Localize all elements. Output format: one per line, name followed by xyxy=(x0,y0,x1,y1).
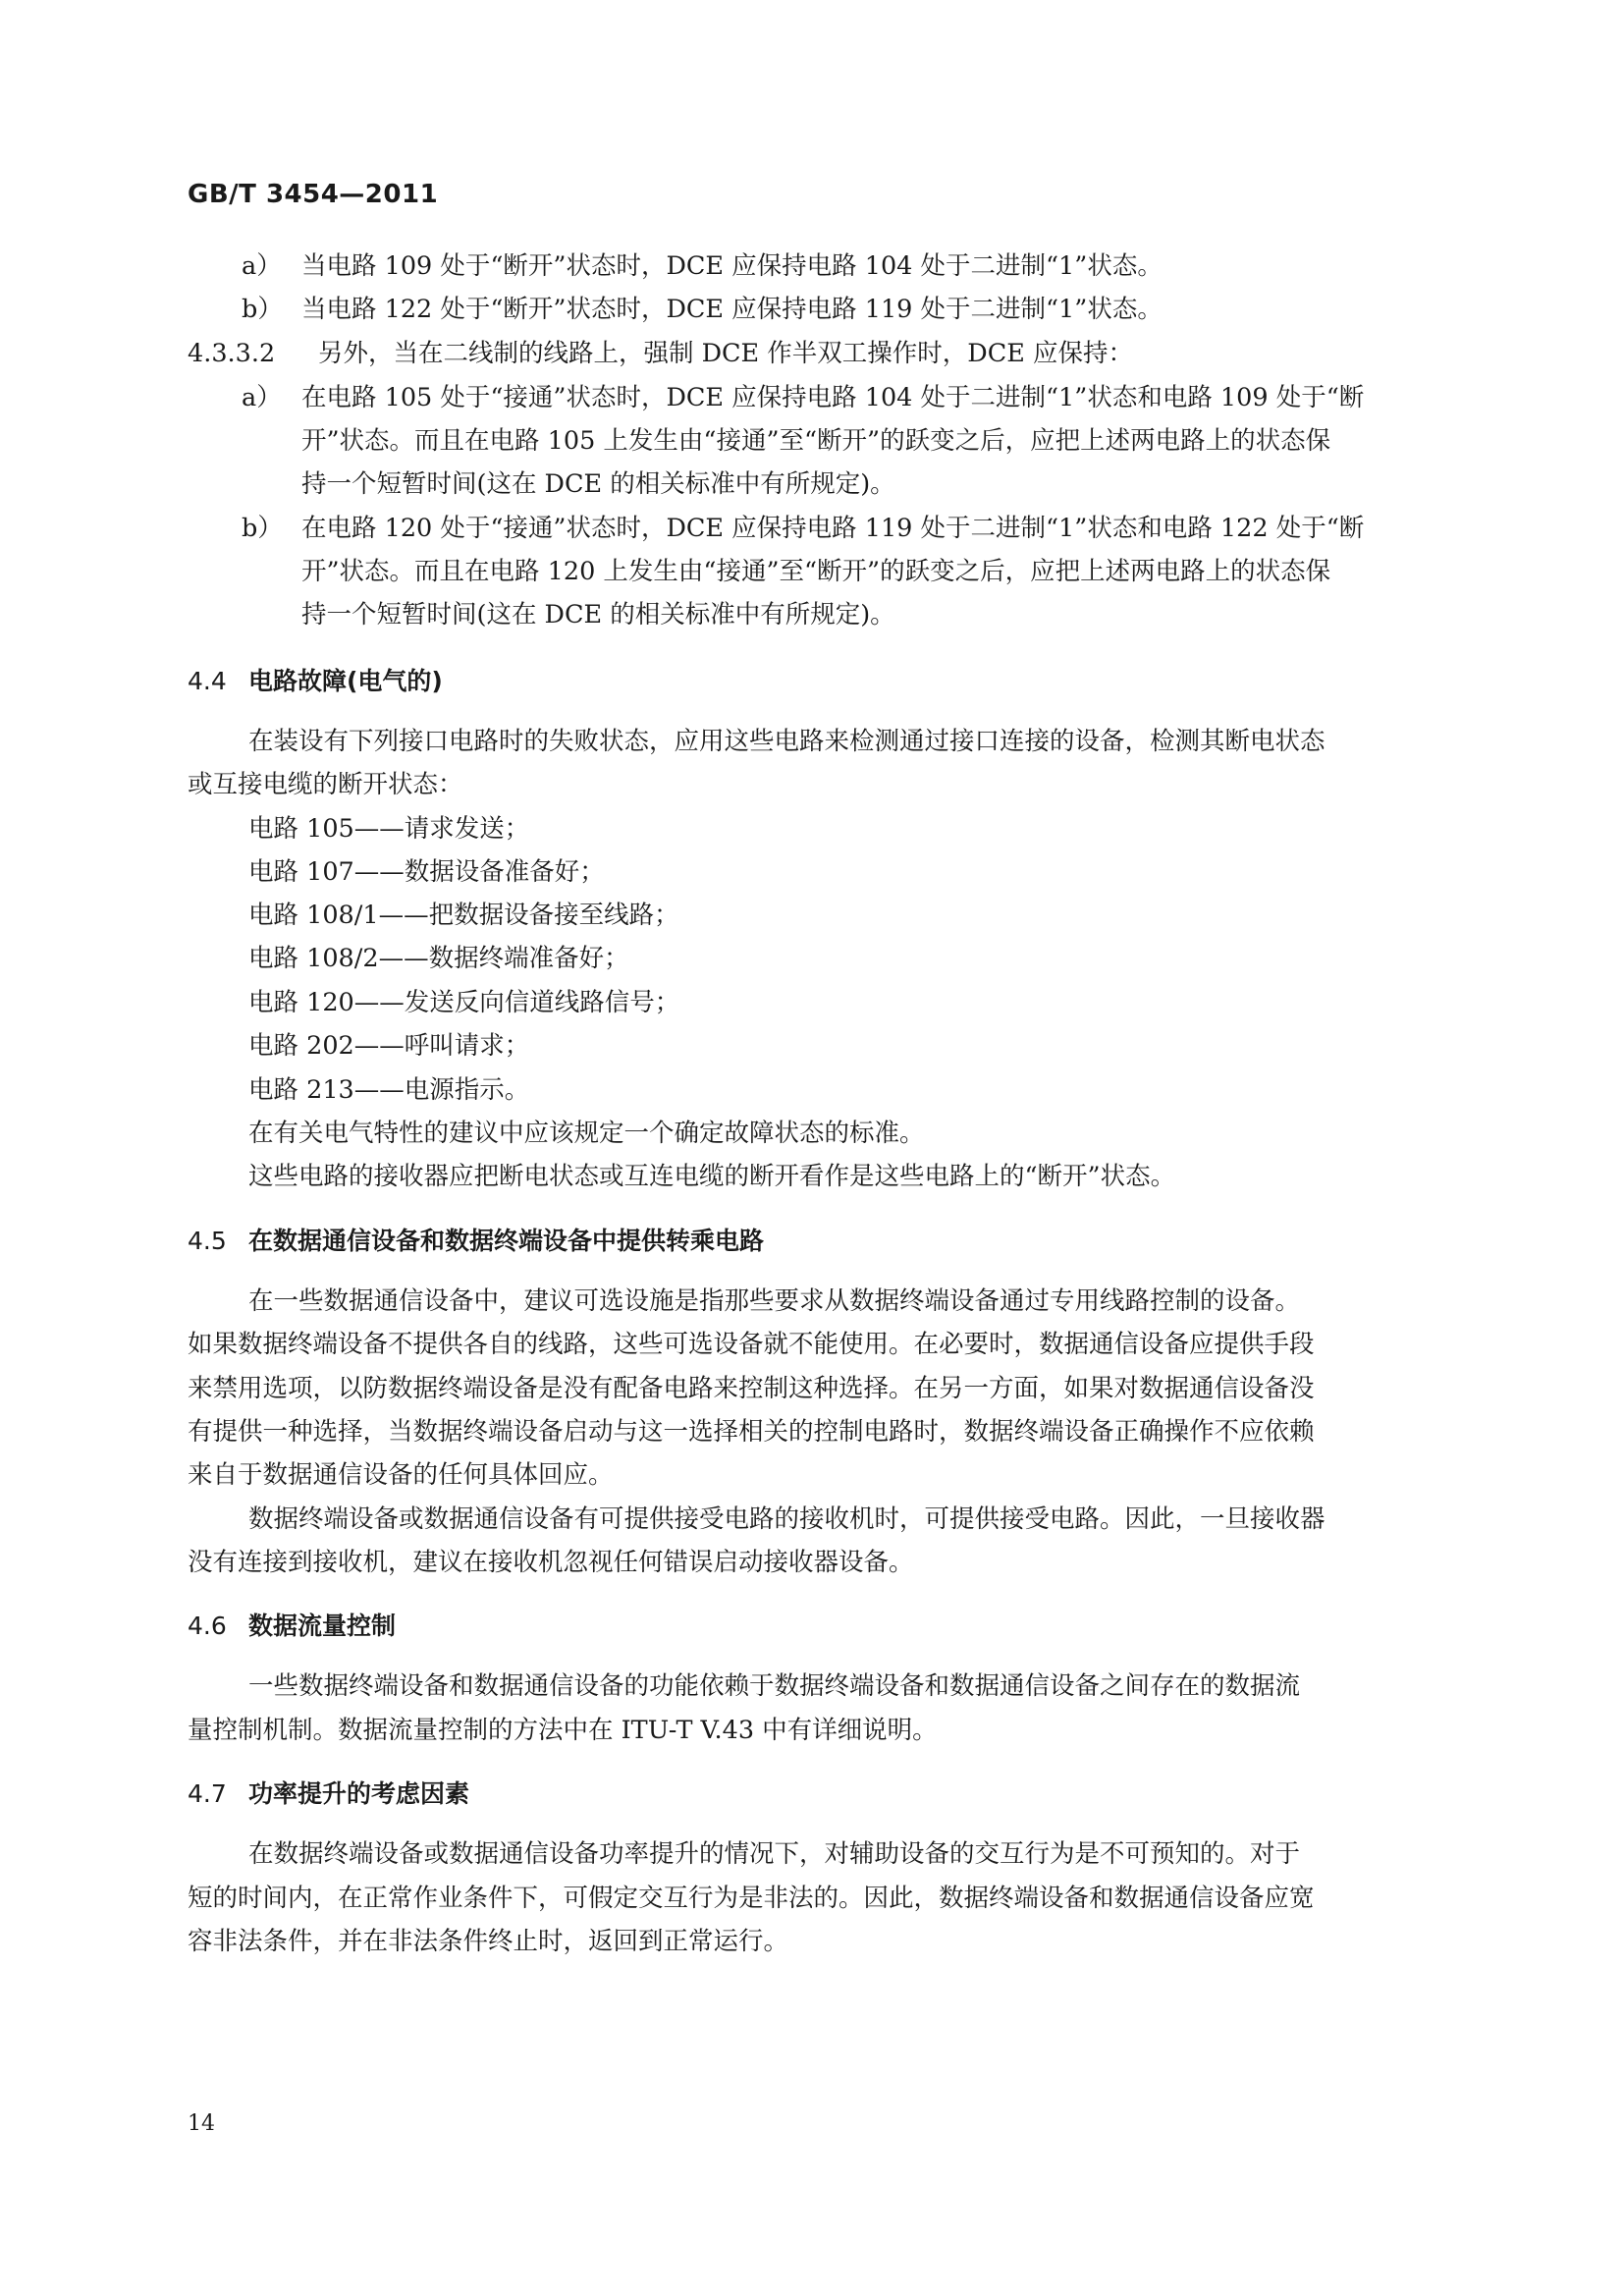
paragraph-line: 没有连接到接收机，建议在接收机忽视任何错误启动接收器设备。 xyxy=(188,1548,914,1577)
paragraph-line: 短的时间内，在正常作业条件下，可假定交互行为是非法的。因此，数据终端设备和数据通信设备应宽 xyxy=(188,1884,1315,1913)
section-heading xyxy=(188,1224,764,1259)
list-item-text: 在电路 105 处于“接通”状态时，DCE 应保持电路 104 处于二进制“1”状态和电路 109 处于“断 xyxy=(301,383,1365,412)
list-marker: b） xyxy=(242,295,283,324)
paragraph-line: 数据终端设备或数据通信设备有可提供接受电路的接收机时，可提供接受电路。因此，一旦接收器 xyxy=(248,1504,1325,1534)
section-number: 4.5 xyxy=(188,1227,227,1255)
section-title: 电路故障(电气的) xyxy=(248,667,443,695)
section-number: 4.6 xyxy=(188,1612,227,1640)
circuit-item: 电路 120——发送反向信道线路信号； xyxy=(248,988,680,1017)
list-item-text: 开”状态。而且在电路 105 上发生由“接通”至“断开”的跃变之后，应把上述两电路上的状态保 xyxy=(301,426,1331,456)
paragraph-line: 有提供一种选择，当数据终端设备启动与这一选择相关的控制电路时，数据终端设备正确操作不应依赖 xyxy=(188,1417,1315,1447)
paragraph-line: 来自于数据通信设备的任何具体回应。 xyxy=(188,1460,614,1490)
list-item-text: 当电路 122 处于“断开”状态时，DCE 应保持电路 119 处于二进制“1”状态。 xyxy=(301,295,1163,324)
paragraph-line: 在一些数据通信设备中，建议可选设施是指那些要求从数据终端设备通过专用线路控制的设备。 xyxy=(248,1286,1301,1316)
list-item-text: 持一个短暂时间(这在 DCE 的相关标准中有所规定)。 xyxy=(301,600,895,629)
clause-number: 4.3.3.2 xyxy=(188,339,276,368)
list-marker: a） xyxy=(242,251,282,281)
list-item-text: 在电路 120 处于“接通”状态时，DCE 应保持电路 119 处于二进制“1”状态和电路 122 处于“断 xyxy=(301,514,1365,543)
section-number: 4.7 xyxy=(188,1779,227,1808)
section-title: 数据流量控制 xyxy=(248,1612,397,1640)
paragraph-line: 或互接电缆的断开状态： xyxy=(188,770,463,799)
paragraph-line: 在有关电气特性的建议中应该规定一个确定故障状态的标准。 xyxy=(248,1119,925,1148)
clause-text: 另外，当在二线制的线路上，强制 DCE 作半双工操作时，DCE 应保持： xyxy=(318,339,1133,368)
paragraph-line: 在数据终端设备或数据通信设备功率提升的情况下，对辅助设备的交互行为是不可预知的。对于 xyxy=(248,1839,1301,1869)
list-marker: a） xyxy=(242,383,282,412)
paragraph-line: 如果数据终端设备不提供各自的线路，这些可选设备就不能使用。在必要时，数据通信设备应提供手段 xyxy=(188,1330,1315,1359)
section-heading xyxy=(188,664,443,699)
paragraph-line: 容非法条件，并在非法条件终止时，返回到正常运行。 xyxy=(188,1927,789,1956)
paragraph-line: 量控制机制。数据流量控制的方法中在 ITU-T V.43 中有详细说明。 xyxy=(188,1716,938,1745)
section-heading xyxy=(188,1777,469,1812)
section-title: 在数据通信设备和数据终端设备中提供转乘电路 xyxy=(248,1227,765,1255)
paragraph-line: 来禁用选项，以防数据终端设备是没有配备电路来控制这种选择。在另一方面，如果对数据通信设备没 xyxy=(188,1374,1315,1403)
circuit-item: 电路 108/1——把数据设备接至线路； xyxy=(248,901,679,930)
circuit-item: 电路 105——请求发送； xyxy=(248,814,530,844)
paragraph-line: 在装设有下列接口电路时的失败状态，应用这些电路来检测通过接口连接的设备，检测其断电状态 xyxy=(248,727,1325,756)
list-item-text: 持一个短暂时间(这在 DCE 的相关标准中有所规定)。 xyxy=(301,469,895,499)
section-number: 4.4 xyxy=(188,667,227,695)
page-number: 14 xyxy=(188,2111,215,2136)
circuit-item: 电路 108/2——数据终端准备好； xyxy=(248,944,629,973)
section-title: 功率提升的考虑因素 xyxy=(248,1779,470,1808)
list-item-text: 当电路 109 处于“断开”状态时，DCE 应保持电路 104 处于二进制“1”状态。 xyxy=(301,251,1163,281)
section-heading xyxy=(188,1609,396,1644)
circuit-item: 电路 213——电源指示。 xyxy=(248,1075,530,1105)
list-item-text: 开”状态。而且在电路 120 上发生由“接通”至“断开”的跃变之后，应把上述两电路上的状态保 xyxy=(301,557,1331,586)
circuit-item: 电路 202——呼叫请求； xyxy=(248,1031,530,1061)
circuit-item: 电路 107——数据设备准备好； xyxy=(248,857,605,887)
paragraph-line: 这些电路的接收器应把断电状态或互连电缆的断开看作是这些电路上的“断开”状态。 xyxy=(248,1162,1176,1191)
paragraph-line: 一些数据终端设备和数据通信设备的功能依赖于数据终端设备和数据通信设备之间存在的数据流 xyxy=(248,1671,1301,1701)
standard-number-header: GB/T 3454—2011 xyxy=(188,180,439,209)
list-marker: b） xyxy=(242,514,283,543)
